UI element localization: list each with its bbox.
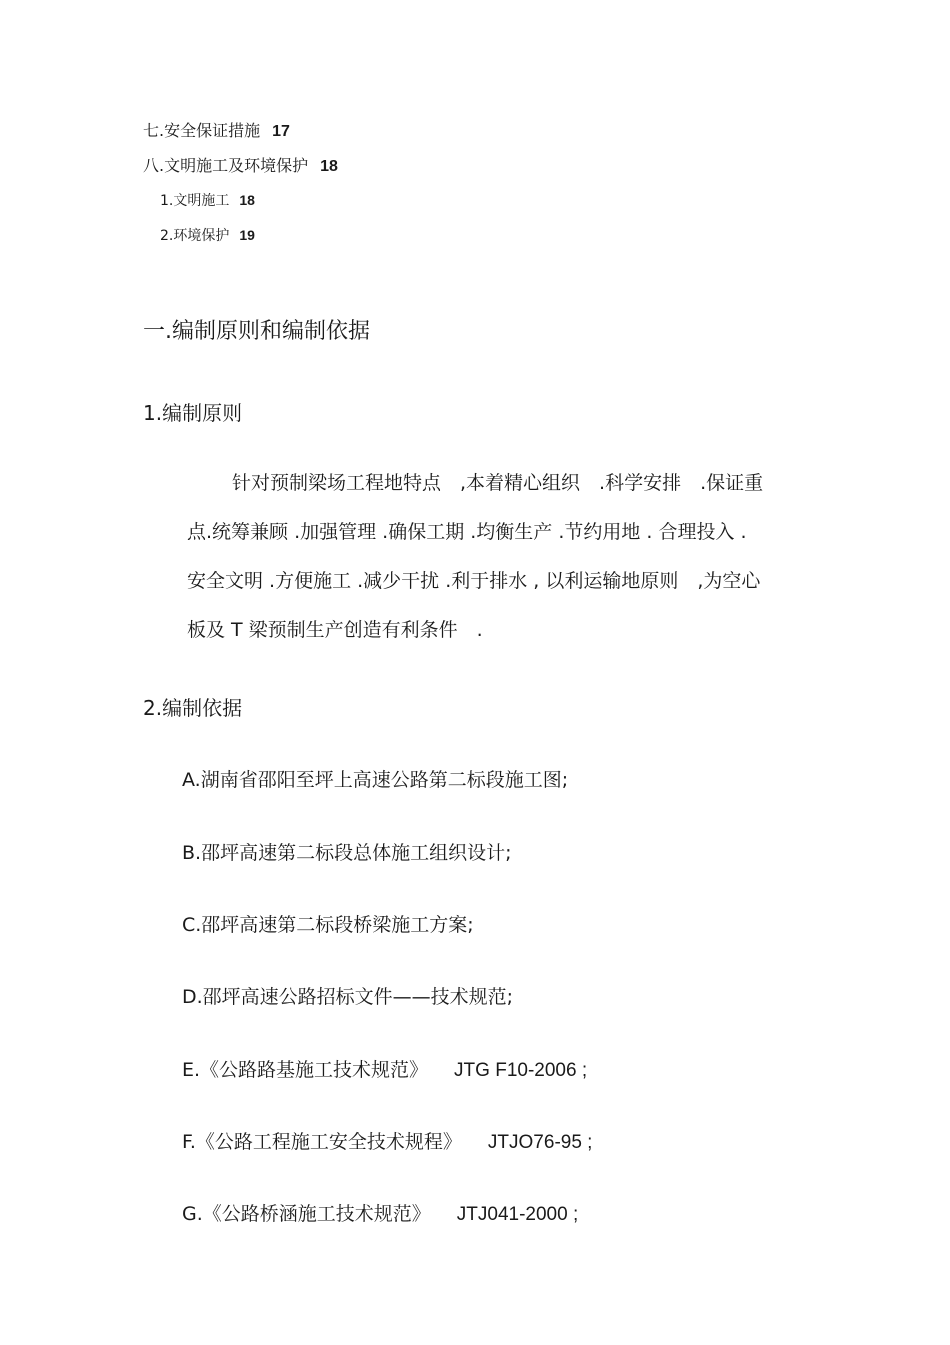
- toc-entry-page: 19: [239, 227, 255, 243]
- toc-entry[interactable]: [143, 118, 290, 141]
- basis-item-text: D.邵坪高速公路招标文件——技术规范;: [182, 986, 514, 1008]
- paragraph-line: 安全文明 .方便施工 .减少干扰 .利于排水 , 以利运输地原则 ,为空心: [187, 570, 761, 592]
- basis-item: [182, 765, 568, 792]
- basis-item: [182, 1127, 592, 1154]
- paragraph-line: 板及 T 梁预制生产创造有利条件 .: [187, 619, 483, 641]
- subsection-heading: 1.编制原则: [143, 401, 243, 425]
- toc-entry-label: 2.环境保护: [160, 228, 230, 244]
- toc-entry-label: 八.文明施工及环境保护: [143, 156, 309, 175]
- basis-item: [182, 1199, 578, 1226]
- basis-item-text: E.《公路路基施工技术规范》: [182, 1059, 429, 1081]
- toc-entry-page: 18: [320, 158, 338, 175]
- paragraph-line: 针对预制梁场工程地特点 ,本着精心组织 .科学安排 .保证重: [232, 472, 764, 494]
- basis-item-code: JTJ041-2000 ;: [456, 1204, 579, 1225]
- toc-entry-page: 18: [239, 192, 255, 208]
- toc-entry[interactable]: [143, 153, 338, 176]
- basis-item-code: JTJO76-95 ;: [487, 1132, 593, 1153]
- basis-item: [182, 838, 511, 865]
- section-heading: 一.编制原则和编制依据: [143, 319, 370, 344]
- basis-item: [182, 910, 474, 937]
- subsection-heading: 2.编制依据: [143, 696, 243, 720]
- basis-item-text: A.湖南省邵阳至坪上高速公路第二标段施工图;: [182, 769, 569, 791]
- basis-item-text: B.邵坪高速第二标段总体施工组织设计;: [182, 842, 512, 864]
- toc-entry-label: 1.文明施工: [160, 193, 230, 209]
- toc-entry-label: 七.安全保证措施: [143, 121, 261, 140]
- toc-subentry[interactable]: [160, 225, 255, 245]
- basis-item-text: G.《公路桥涵施工技术规范》: [182, 1203, 431, 1225]
- toc-subentry[interactable]: [160, 190, 255, 210]
- basis-item: [182, 982, 513, 1009]
- basis-item-code: JTG F10-2006 ;: [454, 1060, 588, 1081]
- toc-entry-page: 17: [272, 123, 290, 140]
- basis-item: [182, 1055, 587, 1082]
- paragraph-line: 点.统筹兼顾 .加强管理 .确保工期 .均衡生产 .节约用地 . 合理投入 .: [187, 521, 747, 543]
- basis-item-text: F.《公路工程施工安全技术规程》: [182, 1131, 462, 1153]
- basis-item-text: C.邵坪高速第二标段桥梁施工方案;: [182, 914, 474, 936]
- principle-paragraph: [187, 459, 763, 655]
